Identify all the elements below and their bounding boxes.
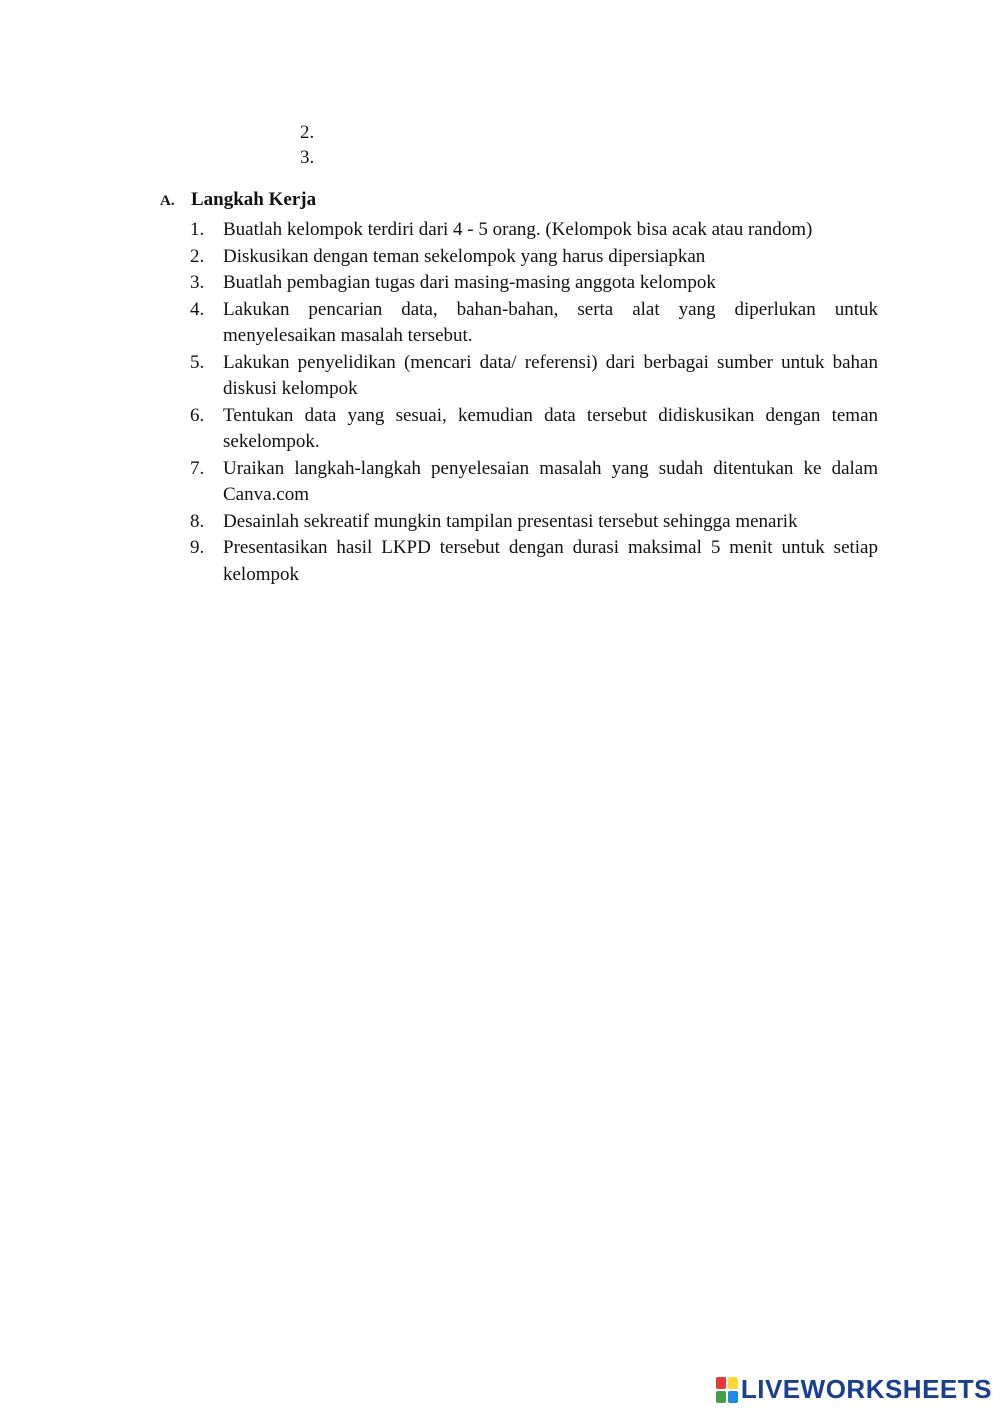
step-text: Presentasikan hasil LKPD tersebut dengan durasi maksimal 5 menit untuk setiap kelompok [223, 537, 878, 585]
step-number: 1. [190, 219, 205, 240]
step-item [160, 297, 880, 350]
step-number: 3. [190, 272, 205, 293]
step-text: Desainlah sekreatif mungkin tampilan presentasi tersebut sehingga menarik [223, 510, 798, 532]
liveworksheets-watermark [716, 1374, 992, 1405]
step-text: Uraikan langkah-langkah penyelesaian masalah yang sudah ditentukan ke dalam Canva.com [223, 457, 878, 505]
step-number: 7. [190, 457, 205, 479]
step-text: Lakukan pencarian data, bahan-bahan, serta alat yang diperlukan untuk menyelesaikan masalah tersebut. [223, 298, 878, 346]
step-text: Buatlah kelompok terdiri dari 4 - 5 orang. (Kelompok bisa acak atau random) [223, 219, 813, 240]
step-item [160, 535, 880, 588]
section-title: Langkah Kerja [191, 189, 317, 210]
step-number: 5. [190, 351, 205, 373]
step-item [160, 270, 880, 297]
step-item [160, 509, 880, 536]
step-number: 9. [190, 537, 205, 558]
step-number: 8. [190, 510, 205, 532]
section-langkah-kerja [160, 189, 880, 588]
step-number: 4. [190, 298, 205, 320]
step-text: Diskusikan dengan teman sekelompok yang harus dipersiapkan [223, 245, 706, 267]
step-text: Tentukan data yang sesuai, kemudian data tersebut didiskusikan dengan teman sekelompok. [223, 404, 878, 452]
steps-list [160, 217, 880, 588]
step-number: 2. [190, 245, 205, 267]
step-item [160, 403, 880, 456]
step-text: Lakukan penyelidikan (mencari data/ referensi) dari berbagai sumber untuk bahan diskusi kelompok [223, 351, 878, 399]
step-item [160, 456, 880, 509]
step-number: 6. [190, 404, 205, 426]
step-text: Buatlah pembagian tugas dari masing-masing anggota kelompok [223, 272, 716, 293]
watermark-brand: LIVEWORKSHEETS [740, 1374, 992, 1404]
prior-list-number: 3. [300, 147, 315, 168]
step-item [160, 350, 880, 403]
step-item [160, 244, 880, 271]
prior-list [300, 120, 314, 170]
step-item [160, 217, 880, 244]
liveworksheets-logo-icon [716, 1377, 738, 1403]
prior-list-number: 2. [300, 122, 315, 143]
section-heading [160, 189, 880, 217]
section-letter: A. [160, 193, 175, 209]
